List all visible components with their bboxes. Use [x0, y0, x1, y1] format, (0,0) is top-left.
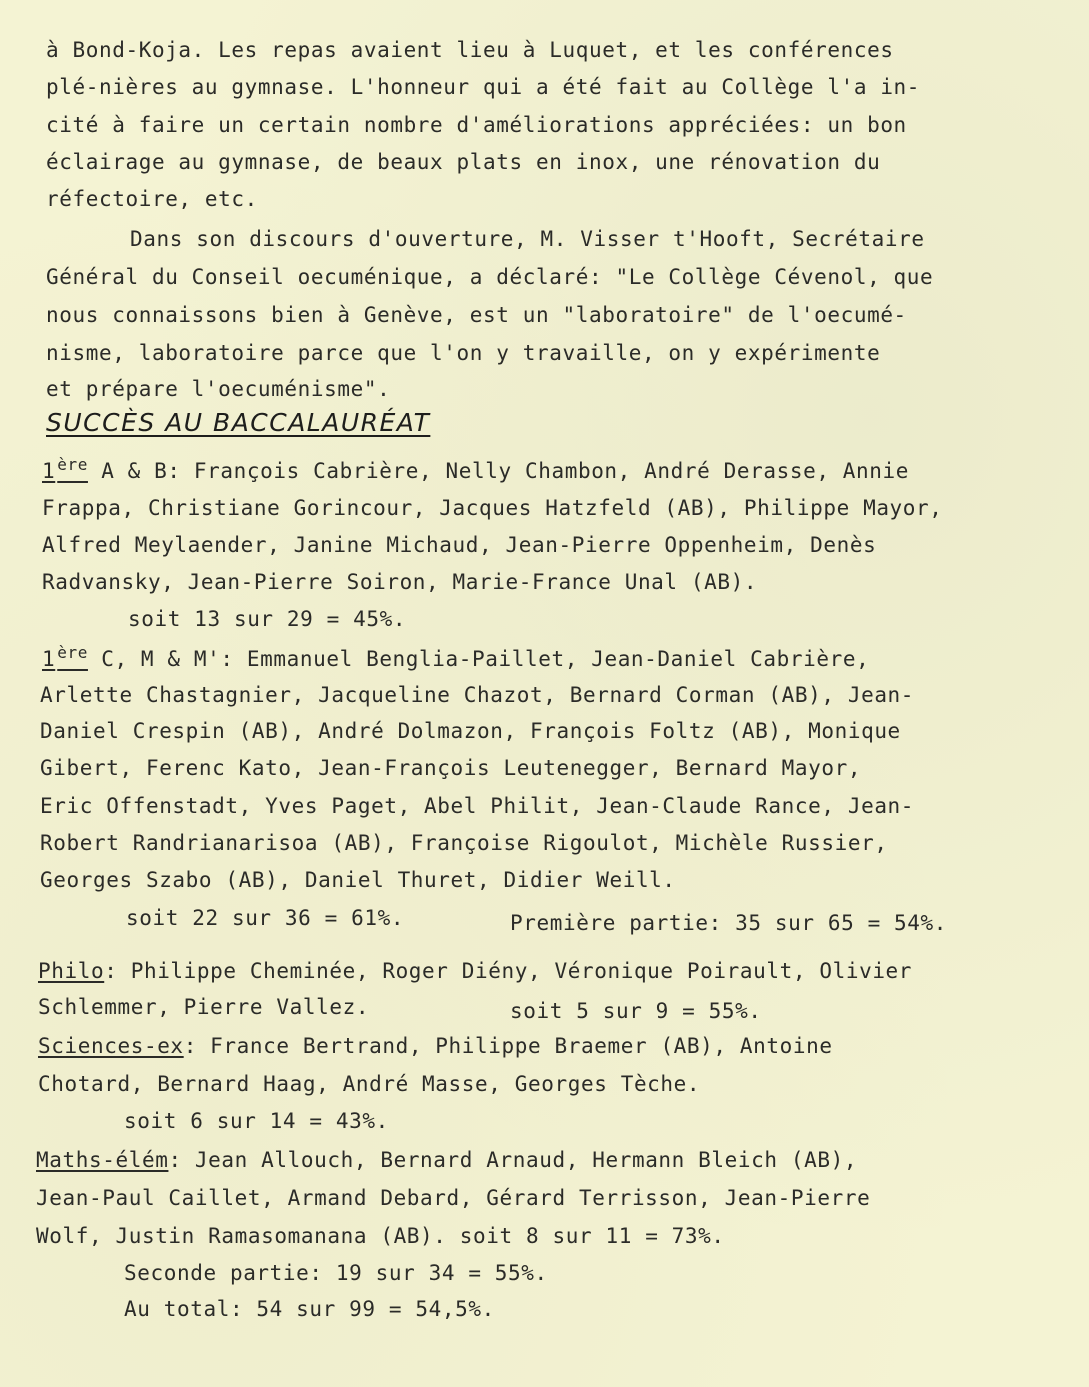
- premiere-ab-names-1: François Cabrière, Nelly Chambon, André Derasse, Annie: [180, 459, 910, 483]
- premiere-cm-line-2: Arlette Chastagnier, Jacqueline Chazot, Bernard Corman (AB), Jean-: [40, 683, 915, 707]
- maths-elem-line-3: [36, 1218, 725, 1256]
- intro-line-3: cité à faire un certain nombre d'améliorations appréciées: un bon: [46, 113, 907, 137]
- premiere-ab-label: [42, 455, 88, 483]
- intro-line-4: éclairage au gymnase, de beaux plats en inox, une rénovation du: [46, 150, 881, 174]
- overall-total: Au total: 54 sur 99 = 54,5%.: [124, 1297, 495, 1321]
- premiere-cm-label-rest: C, M & M':: [87, 647, 234, 671]
- maths-elem-names-3: Wolf, Justin Ramasomanana (AB).: [36, 1224, 447, 1248]
- maths-elem-label: Maths-élém: [36, 1148, 169, 1172]
- philo-names-1: : Philippe Cheminée, Roger Diény, Véronique Poirault, Olivier: [104, 959, 913, 983]
- premiere-ab-label-num: 1: [42, 459, 56, 483]
- maths-elem-result: soit 8 sur 11 = 73%.: [459, 1224, 725, 1248]
- premiere-ab-label-sup: ère: [57, 455, 88, 474]
- premiere-partie-summary: Première partie: 35 sur 65 = 54%.: [510, 911, 948, 935]
- premiere-ab-line-1: [42, 453, 909, 492]
- sciences-ex-line-1: [38, 1028, 833, 1066]
- maths-elem-line-1: [36, 1142, 857, 1180]
- premiere-ab-result: soit 13 sur 29 = 45%.: [128, 607, 407, 631]
- premiere-ab-line-2: Frappa, Christiane Gorincour, Jacques Hatzfeld (AB), Philippe Mayor,: [42, 496, 943, 520]
- speech-line-2: Général du Conseil oecuménique, a déclaré: "Le Collège Cévenol, que: [46, 265, 934, 289]
- premiere-cm-label-sup: ère: [57, 643, 88, 662]
- philo-label: Philo: [38, 959, 105, 983]
- sciences-ex-line-2: Chotard, Bernard Haag, André Masse, Georges Tèche.: [38, 1072, 701, 1096]
- premiere-ab-line-4: Radvansky, Jean-Pierre Soiron, Marie-France Unal (AB).: [42, 570, 758, 594]
- premiere-cm-label: [42, 643, 88, 671]
- speech-line-1: Dans son discours d'ouverture, M. Visser t'Hooft, Secrétaire: [130, 227, 925, 251]
- speech-line-3: nous connaissons bien à Genève, est un "laboratoire" de l'oecumé-: [46, 303, 907, 327]
- premiere-cm-line-5: Eric Offenstadt, Yves Paget, Abel Philit, Jean-Claude Rance, Jean-: [40, 794, 915, 818]
- sciences-ex-label: Sciences-ex: [38, 1034, 184, 1058]
- premiere-ab-label-rest: A & B:: [87, 459, 181, 483]
- philo-result: soit 5 sur 9 = 55%.: [510, 999, 762, 1023]
- premiere-cm-line-7: Georges Szabo (AB), Daniel Thuret, Didier Weill.: [40, 868, 676, 892]
- seconde-partie-total: Seconde partie: 19 sur 34 = 55%.: [124, 1261, 548, 1285]
- philo-line-2: Schlemmer, Pierre Vallez.: [38, 995, 370, 1019]
- speech-line-4: nisme, laboratoire parce que l'on y travaille, on y expérimente: [46, 341, 881, 365]
- intro-line-1: à Bond-Koja. Les repas avaient lieu à Luquet, et les conférences: [46, 38, 894, 62]
- section-heading: SUCCÈS AU BACCALAURÉAT: [46, 408, 431, 437]
- premiere-cm-line-4: Gibert, Ferenc Kato, Jean-François Leutenegger, Bernard Mayor,: [40, 756, 862, 780]
- intro-line-2: plé-nières au gymnase. L'honneur qui a été fait au Collège l'a in-: [46, 75, 921, 99]
- premiere-cm-line-1: [42, 641, 869, 680]
- premiere-cm-label-num: 1: [42, 647, 56, 671]
- premiere-ab-line-3: Alfred Meylaender, Janine Michaud, Jean-Pierre Oppenheim, Denès: [42, 533, 877, 557]
- sciences-ex-names-1: : France Bertrand, Philippe Braemer (AB), Antoine: [183, 1034, 833, 1058]
- maths-elem-line-2: Jean-Paul Caillet, Armand Debard, Gérard Terrisson, Jean-Pierre: [36, 1186, 871, 1210]
- intro-line-5: réfectoire, etc.: [46, 187, 258, 211]
- premiere-cm-line-6: Robert Randrianarisoa (AB), Françoise Rigoulot, Michèle Russier,: [40, 831, 888, 855]
- maths-elem-names-1: : Jean Allouch, Bernard Arnaud, Hermann Bleich (AB),: [168, 1148, 858, 1172]
- premiere-cm-names-1: Emmanuel Benglia-Paillet, Jean-Daniel Cabrière,: [233, 647, 870, 671]
- premiere-cm-line-3: Daniel Crespin (AB), André Dolmazon, François Foltz (AB), Monique: [40, 719, 901, 743]
- philo-line-1: [38, 953, 912, 991]
- speech-line-5: et prépare l'oecuménisme".: [46, 377, 391, 401]
- premiere-cm-result: soit 22 sur 36 = 61%.: [126, 906, 405, 930]
- sciences-ex-result: soit 6 sur 14 = 43%.: [124, 1109, 389, 1133]
